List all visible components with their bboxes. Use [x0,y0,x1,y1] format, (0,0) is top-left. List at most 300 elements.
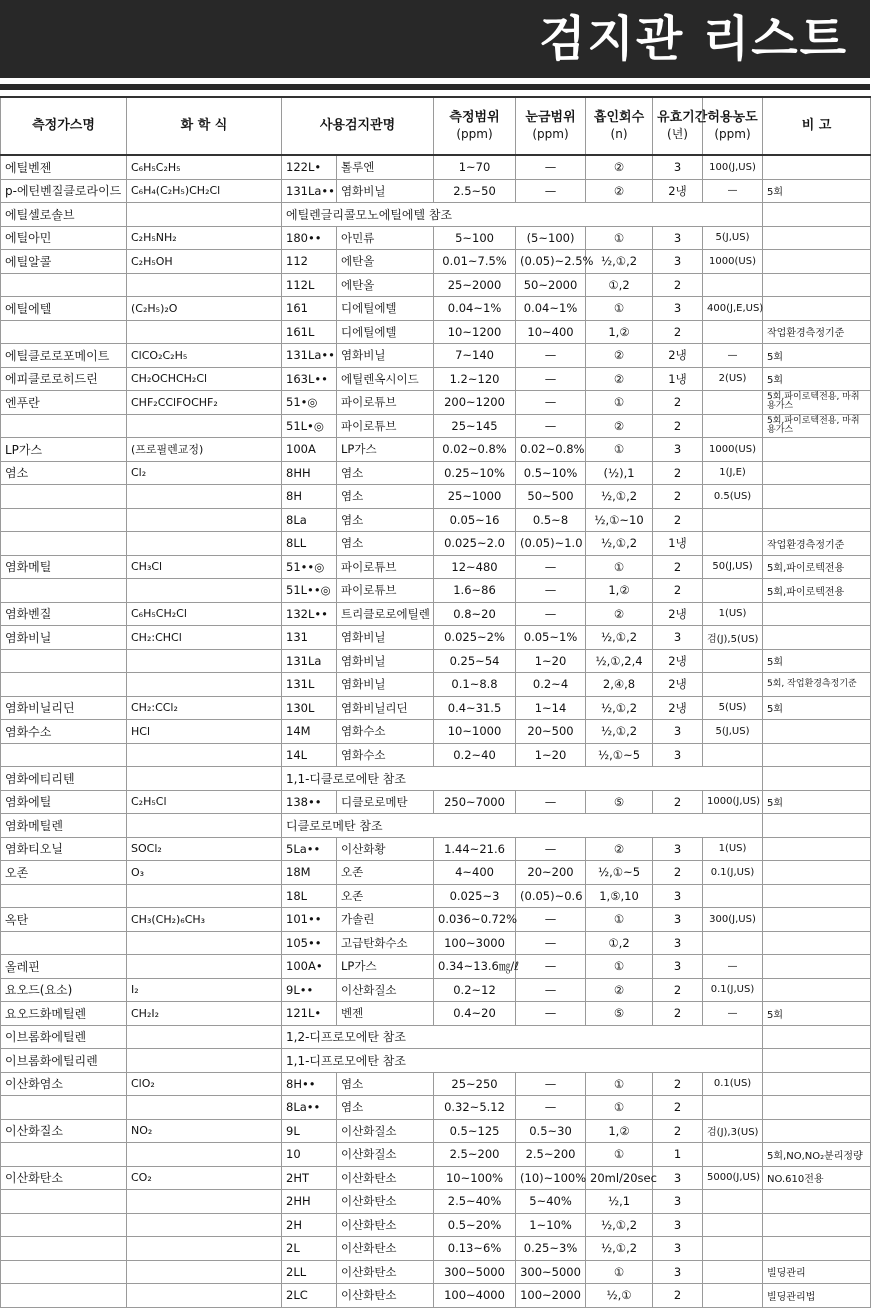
tube-code-cell: 100A [282,438,337,462]
reference-cell: 에틸렌글리콜모노에틸에텔 참조 [282,203,763,227]
remarks-cell [763,203,871,227]
header-tlv: 허용농도 (ppm) [703,97,763,155]
tube-name-cell: 염화비닐리딘 [337,696,434,720]
remarks-cell [763,1096,871,1120]
tlv-cell: 1(J,E) [703,461,763,485]
formula-cell [127,955,282,979]
tube-code-cell: 131L [282,673,337,697]
pumps-cell: ½,①,2 [586,532,653,556]
tube-name-cell: LP가스 [337,438,434,462]
tube-code-cell: 51L••◎ [282,579,337,603]
tube-name-cell: 염화비닐 [337,649,434,673]
scale-cell: (10)~100% [516,1166,586,1190]
tlv-cell [703,1284,763,1308]
remarks-cell [763,861,871,885]
tlv-cell: 검(J),5(US) [703,626,763,650]
gas-name-cell [1,485,127,509]
tube-name-cell: 염화비닐 [337,344,434,368]
shelf-life-cell: 3 [653,297,703,321]
tlv-cell: 0.1(J,US) [703,861,763,885]
table-row [1,1049,871,1073]
remarks-cell: NO.610전용 [763,1166,871,1190]
tlv-cell [703,931,763,955]
gas-name-cell [1,649,127,673]
tube-code-cell: 132L•• [282,602,337,626]
scale-cell: — [516,837,586,861]
range-cell: 10~100% [434,1166,516,1190]
gas-name-cell: p-에틴벤질클로라이드 [1,179,127,203]
table-row [1,414,871,438]
table-row [1,579,871,603]
tube-code-cell: 8La•• [282,1096,337,1120]
pumps-cell: ② [586,602,653,626]
tube-code-cell: 180•• [282,226,337,250]
tube-code-cell: 2HH [282,1190,337,1214]
tube-code-cell: 8La [282,508,337,532]
scale-cell: — [516,367,586,391]
scale-cell: 0.5~10% [516,461,586,485]
formula-cell: NO₂ [127,1119,282,1143]
tube-code-cell: 2LL [282,1260,337,1284]
tlv-cell [703,1260,763,1284]
pumps-cell: ⑤ [586,790,653,814]
tlv-cell [703,649,763,673]
gas-name-cell [1,273,127,297]
table-row [1,861,871,885]
tube-code-cell: 8H•• [282,1072,337,1096]
remarks-cell [763,250,871,274]
tube-name-cell: 아민류 [337,226,434,250]
formula-cell: O₃ [127,861,282,885]
tube-code-cell: 130L [282,696,337,720]
header-tube: 사용검지관명 [282,97,434,155]
tlv-cell: 2(US) [703,367,763,391]
gas-name-cell: 이산화염소 [1,1072,127,1096]
table-body [1,155,871,1307]
formula-cell [127,1049,282,1073]
formula-cell: I₂ [127,978,282,1002]
tube-code-cell: 2H [282,1213,337,1237]
remarks-cell: 5회 [763,1002,871,1026]
tube-code-cell: 122L• [282,155,337,179]
scale-cell: — [516,555,586,579]
tlv-cell: 5(US) [703,696,763,720]
scale-cell: 0.04~1% [516,297,586,321]
gas-name-cell: 염화메틸렌 [1,814,127,838]
table-row [1,814,871,838]
pumps-cell: 2,④,8 [586,673,653,697]
tube-name-cell: 이산화질소 [337,1119,434,1143]
remarks-cell: 5회,파이로텍전용 [763,579,871,603]
table-row [1,273,871,297]
tube-code-cell: 9L•• [282,978,337,1002]
shelf-life-cell: 3 [653,1213,703,1237]
table-row [1,1025,871,1049]
tube-code-cell: 51L•◎ [282,414,337,438]
header-range: 측정범위 (ppm) [434,97,516,155]
range-cell: 100~3000 [434,931,516,955]
tube-code-cell: 163L•• [282,367,337,391]
shelf-life-cell: 2 [653,273,703,297]
formula-cell [127,273,282,297]
table-row [1,790,871,814]
table-row [1,908,871,932]
range-cell: 200~1200 [434,391,516,415]
shelf-life-cell: 3 [653,908,703,932]
shelf-life-cell: 3 [653,1190,703,1214]
tlv-cell: 100(J,US) [703,155,763,179]
tube-name-cell: 이산화황 [337,837,434,861]
scale-cell: 0.5~8 [516,508,586,532]
remarks-cell: 5회 [763,790,871,814]
gas-name-cell: 에틸클로로포메이트 [1,344,127,368]
scale-cell: 1~14 [516,696,586,720]
scale-cell: 100~2000 [516,1284,586,1308]
table-row [1,1237,871,1261]
gas-name-cell: 염화수소 [1,720,127,744]
header-pumps: 흡인회수 (n) [586,97,653,155]
tube-name-cell: 파이로튜브 [337,414,434,438]
tube-name-cell: 고급탄화수소 [337,931,434,955]
formula-cell [127,532,282,556]
remarks-cell [763,626,871,650]
pumps-cell: ② [586,179,653,203]
tube-name-cell: 오존 [337,884,434,908]
gas-name-cell [1,1190,127,1214]
pumps-cell: ② [586,978,653,1002]
range-cell: 25~145 [434,414,516,438]
tlv-cell: 1000(US) [703,250,763,274]
pumps-cell: ① [586,1072,653,1096]
shelf-life-cell: 3 [653,837,703,861]
remarks-cell [763,884,871,908]
remarks-cell: 5회,NO,NO₂분리정량 [763,1143,871,1167]
formula-cell [127,1025,282,1049]
gas-name-cell: 에피클로로히드린 [1,367,127,391]
table-row [1,955,871,979]
scale-cell: — [516,908,586,932]
reference-cell: 1,1-디클로로에탄 참조 [282,767,763,791]
tlv-cell [703,391,763,415]
formula-cell [127,1190,282,1214]
tube-name-cell: 에탄올 [337,273,434,297]
remarks-cell [763,743,871,767]
tlv-cell: — [703,1002,763,1026]
gas-name-cell [1,743,127,767]
table-row [1,367,871,391]
tlv-cell: 검(J),3(US) [703,1119,763,1143]
tube-name-cell: 이산화탄소 [337,1213,434,1237]
tube-code-cell: 131La [282,649,337,673]
formula-cell [127,579,282,603]
gas-name-cell: 염화벤질 [1,602,127,626]
scale-cell: (0.05)~0.6 [516,884,586,908]
scale-cell: — [516,579,586,603]
formula-cell [127,485,282,509]
scale-cell: — [516,931,586,955]
tube-name-cell: 염소 [337,508,434,532]
scale-cell: — [516,391,586,415]
tlv-cell: 0.1(US) [703,1072,763,1096]
shelf-life-cell: 3 [653,720,703,744]
tlv-cell [703,1237,763,1261]
table-row [1,767,871,791]
reference-cell: 디클로로메탄 참조 [282,814,763,838]
range-cell: 300~5000 [434,1260,516,1284]
pumps-cell: ① [586,955,653,979]
scale-cell: — [516,155,586,179]
remarks-cell [763,1213,871,1237]
range-cell: 0.02~0.8% [434,438,516,462]
range-cell: 0.04~1% [434,297,516,321]
tlv-cell [703,673,763,697]
range-cell: 1.44~21.6 [434,837,516,861]
table-row [1,320,871,344]
scale-cell: — [516,179,586,203]
remarks-cell [763,1025,871,1049]
header-scale: 눈금범위 (ppm) [516,97,586,155]
scale-cell: — [516,1072,586,1096]
gas-name-cell: 옥탄 [1,908,127,932]
shelf-life-cell: 2 [653,320,703,344]
tlv-cell [703,884,763,908]
table-row [1,837,871,861]
remarks-cell: 5회,파이로텍전용, 마취용가스 [763,391,871,415]
remarks-cell [763,837,871,861]
tlv-cell [703,1096,763,1120]
tube-name-cell: 디클로로메탄 [337,790,434,814]
tlv-cell: 1(US) [703,602,763,626]
formula-cell [127,414,282,438]
range-cell: 0.34~13.6㎎/ℓ [434,955,516,979]
remarks-cell [763,602,871,626]
tube-code-cell: 161 [282,297,337,321]
tube-name-cell: 트리클로로에틸렌 [337,602,434,626]
range-cell: 0.2~12 [434,978,516,1002]
scale-cell: 20~200 [516,861,586,885]
formula-cell: CH₃(CH₂)₆CH₃ [127,908,282,932]
formula-cell [127,673,282,697]
gas-name-cell [1,508,127,532]
tube-name-cell: 이산화질소 [337,1143,434,1167]
tube-name-cell: 염소 [337,1072,434,1096]
formula-cell [127,1213,282,1237]
tlv-cell [703,1213,763,1237]
gas-name-cell: 에틸벤젠 [1,155,127,179]
formula-cell [127,203,282,227]
shelf-life-cell: 2냉 [653,344,703,368]
range-cell: 0.5~20% [434,1213,516,1237]
table-row [1,179,871,203]
table-row [1,391,871,415]
tube-name-cell: 톨루엔 [337,155,434,179]
title-banner [0,0,870,78]
table-row [1,532,871,556]
shelf-life-cell: 3 [653,250,703,274]
pumps-cell: ① [586,297,653,321]
shelf-life-cell: 2 [653,579,703,603]
tube-name-cell: 염화수소 [337,720,434,744]
page-title: 검지관 리스트 [539,11,848,67]
shelf-life-cell: 2 [653,508,703,532]
range-cell: 5~100 [434,226,516,250]
header-shelf-life: 유효기간 (년) [653,97,703,155]
table-row [1,1096,871,1120]
tlv-cell [703,579,763,603]
shelf-life-cell: 3 [653,884,703,908]
tube-name-cell: 에탄올 [337,250,434,274]
shelf-life-cell: 3 [653,955,703,979]
formula-cell: C₂H₅OH [127,250,282,274]
table-header-row [1,97,871,155]
pumps-cell: ½,①,2 [586,720,653,744]
tlv-cell [703,508,763,532]
table-row [1,884,871,908]
detector-tube-table [0,96,871,1308]
remarks-cell: 5회 [763,649,871,673]
table-row [1,673,871,697]
tube-name-cell: 파이로튜브 [337,579,434,603]
formula-cell: C₆H₄(C₂H₅)CH₂Cl [127,179,282,203]
table-row [1,438,871,462]
gas-name-cell [1,1096,127,1120]
shelf-life-cell: 2 [653,1284,703,1308]
pumps-cell: ② [586,837,653,861]
pumps-cell: ② [586,344,653,368]
range-cell: 0.01~7.5% [434,250,516,274]
tlv-cell: 5(J,US) [703,720,763,744]
reference-cell: 1,1-디프로모에탄 참조 [282,1049,763,1073]
gas-name-cell: 에틸셀로솔브 [1,203,127,227]
formula-cell: C₂H₅NH₂ [127,226,282,250]
formula-cell [127,1143,282,1167]
range-cell: 0.025~3 [434,884,516,908]
range-cell: 4~400 [434,861,516,885]
shelf-life-cell: 3 [653,226,703,250]
formula-cell: Cl₂ [127,461,282,485]
pumps-cell: ½,①,2 [586,626,653,650]
gas-name-cell: 이브롬화에틸리렌 [1,1049,127,1073]
tube-code-cell: 18L [282,884,337,908]
range-cell: 25~1000 [434,485,516,509]
tube-code-cell: 2LC [282,1284,337,1308]
gas-name-cell: 올레핀 [1,955,127,979]
formula-cell [127,884,282,908]
scale-cell: — [516,1096,586,1120]
pumps-cell: 20ml/20sec [586,1166,653,1190]
gas-name-cell [1,884,127,908]
table-row [1,555,871,579]
gas-name-cell [1,579,127,603]
scale-cell: 1~20 [516,649,586,673]
range-cell: 2.5~200 [434,1143,516,1167]
table-row [1,155,871,179]
shelf-life-cell: 1 [653,1143,703,1167]
pumps-cell: ½,①,2 [586,1237,653,1261]
table-row [1,696,871,720]
remarks-cell [763,955,871,979]
table-row [1,626,871,650]
tube-name-cell: LP가스 [337,955,434,979]
range-cell: 0.025~2% [434,626,516,650]
tlv-cell: 0.5(US) [703,485,763,509]
tlv-cell [703,320,763,344]
pumps-cell: 1,② [586,1119,653,1143]
tube-name-cell: 이산화질소 [337,978,434,1002]
range-cell: 1.2~120 [434,367,516,391]
shelf-life-cell: 2 [653,555,703,579]
remarks-cell [763,485,871,509]
formula-cell [127,1260,282,1284]
gas-name-cell [1,1260,127,1284]
gas-name-cell [1,931,127,955]
shelf-life-cell: 1냉 [653,532,703,556]
scale-cell: — [516,414,586,438]
pumps-cell: ① [586,1260,653,1284]
scale-cell: 300~5000 [516,1260,586,1284]
gas-name-cell: 요오드(요소) [1,978,127,1002]
gas-name-cell: 염화비닐리딘 [1,696,127,720]
remarks-cell: 빌딩관리법 [763,1284,871,1308]
tube-name-cell: 염화비닐 [337,673,434,697]
scale-cell: (5~100) [516,226,586,250]
scale-cell: 50~500 [516,485,586,509]
formula-cell: CO₂ [127,1166,282,1190]
gas-name-cell [1,1213,127,1237]
scale-cell: — [516,344,586,368]
remarks-cell [763,931,871,955]
pumps-cell: ½,①,2 [586,250,653,274]
range-cell: 100~4000 [434,1284,516,1308]
scale-cell: — [516,1002,586,1026]
tube-name-cell: 염소 [337,461,434,485]
formula-cell [127,1237,282,1261]
remarks-cell [763,908,871,932]
pumps-cell: ① [586,438,653,462]
gas-name-cell: 이브롬화에틸렌 [1,1025,127,1049]
remarks-cell [763,767,871,791]
pumps-cell: ½,①,2 [586,485,653,509]
tube-name-cell: 디에틸에텔 [337,297,434,321]
tube-name-cell: 가솔린 [337,908,434,932]
header-remarks: 비 고 [763,97,871,155]
shelf-life-cell: 2 [653,978,703,1002]
tube-code-cell: 131La•• [282,344,337,368]
range-cell: 0.8~20 [434,602,516,626]
range-cell: 7~140 [434,344,516,368]
gas-name-cell: LP가스 [1,438,127,462]
formula-cell [127,1096,282,1120]
tube-code-cell: 101•• [282,908,337,932]
formula-cell [127,508,282,532]
pumps-cell: 1,② [586,320,653,344]
remarks-cell [763,814,871,838]
table-row [1,1119,871,1143]
tube-code-cell: 51••◎ [282,555,337,579]
scale-cell: 0.25~3% [516,1237,586,1261]
remarks-cell [763,273,871,297]
tube-code-cell: 10 [282,1143,337,1167]
tube-code-cell: 131 [282,626,337,650]
pumps-cell: ① [586,1143,653,1167]
tlv-cell [703,414,763,438]
tlv-cell: — [703,955,763,979]
formula-cell [127,931,282,955]
pumps-cell: 1,⑤,10 [586,884,653,908]
table-row [1,1166,871,1190]
formula-cell: CHF₂CClFOCHF₂ [127,391,282,415]
remarks-cell [763,1190,871,1214]
